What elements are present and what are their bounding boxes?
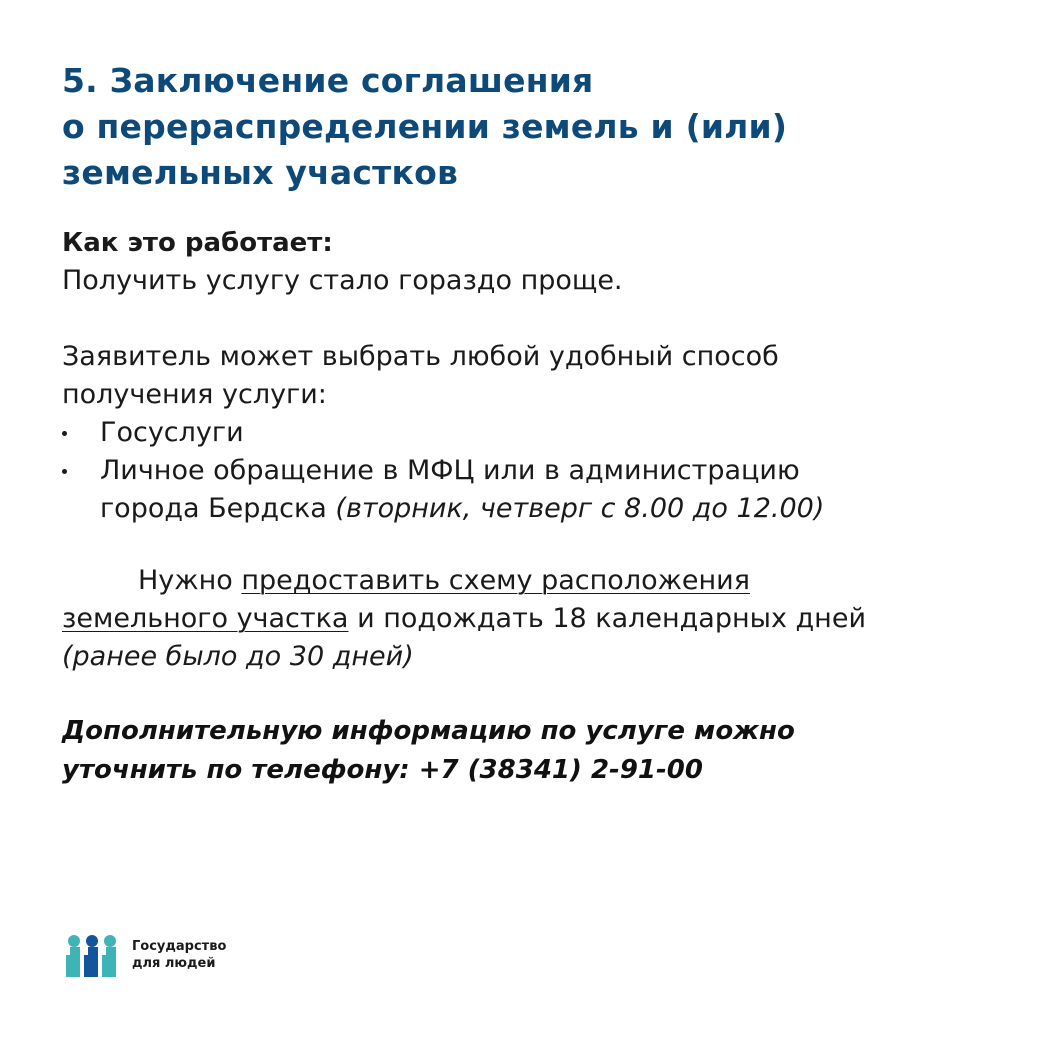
intro-text: Получить услугу стало гораздо проще. <box>62 265 623 296</box>
logo-text <box>132 938 226 972</box>
page-title <box>62 58 1002 196</box>
title-line-1: 5. Заключение соглашения <box>62 61 594 100</box>
choose-method-text <box>62 338 1002 414</box>
choose-line-2: получения услуги: <box>62 379 327 410</box>
methods-list <box>62 414 1002 528</box>
list-item <box>62 452 1002 528</box>
title-line-2: о перераспределении земель и (или) <box>62 107 788 146</box>
provide-note: (ранее было до 30 дней) <box>62 641 414 672</box>
method-mfc-line-1: Личное обращение в МФЦ или в администрацию <box>100 455 800 486</box>
method-mfc-line-2 <box>100 490 1002 528</box>
provide-suffix: и подождать 18 календарных дней <box>348 603 866 634</box>
land-scheme-link-part-2[interactable]: земельного участка <box>62 603 349 634</box>
title-line-3: земельных участков <box>62 153 459 192</box>
additional-info <box>62 712 1002 790</box>
logo-line-2: для людей <box>132 956 216 971</box>
gosudarstvo-logo <box>66 932 226 978</box>
choose-line-1: Заявитель может выбрать любой удобный способ <box>62 341 779 372</box>
land-scheme-link-part-1[interactable]: предоставить схему расположения <box>241 565 750 596</box>
office-hours: (вторник, четверг с 8.00 до 12.00) <box>335 493 825 524</box>
method-gosuslugi: Госуслуги <box>100 417 244 448</box>
logo-line-1: Государство <box>132 939 227 954</box>
provide-paragraph <box>62 562 1022 676</box>
bullet-icon <box>62 469 67 474</box>
additional-info-line-1: Дополнительную информацию по услуге можно <box>62 716 795 746</box>
provide-prefix: Нужно <box>138 565 242 596</box>
logo-mark-icon <box>66 932 118 978</box>
bullet-icon <box>62 431 67 436</box>
provide-line-2 <box>62 600 1022 638</box>
list-item <box>62 414 1002 452</box>
method-mfc-city: города Бердска <box>100 493 327 524</box>
provide-line-1 <box>62 562 1022 600</box>
additional-info-line-2: уточнить по телефону: +7 (38341) 2-91-00 <box>62 755 703 785</box>
how-it-works-heading: Как это работает: <box>62 228 333 258</box>
